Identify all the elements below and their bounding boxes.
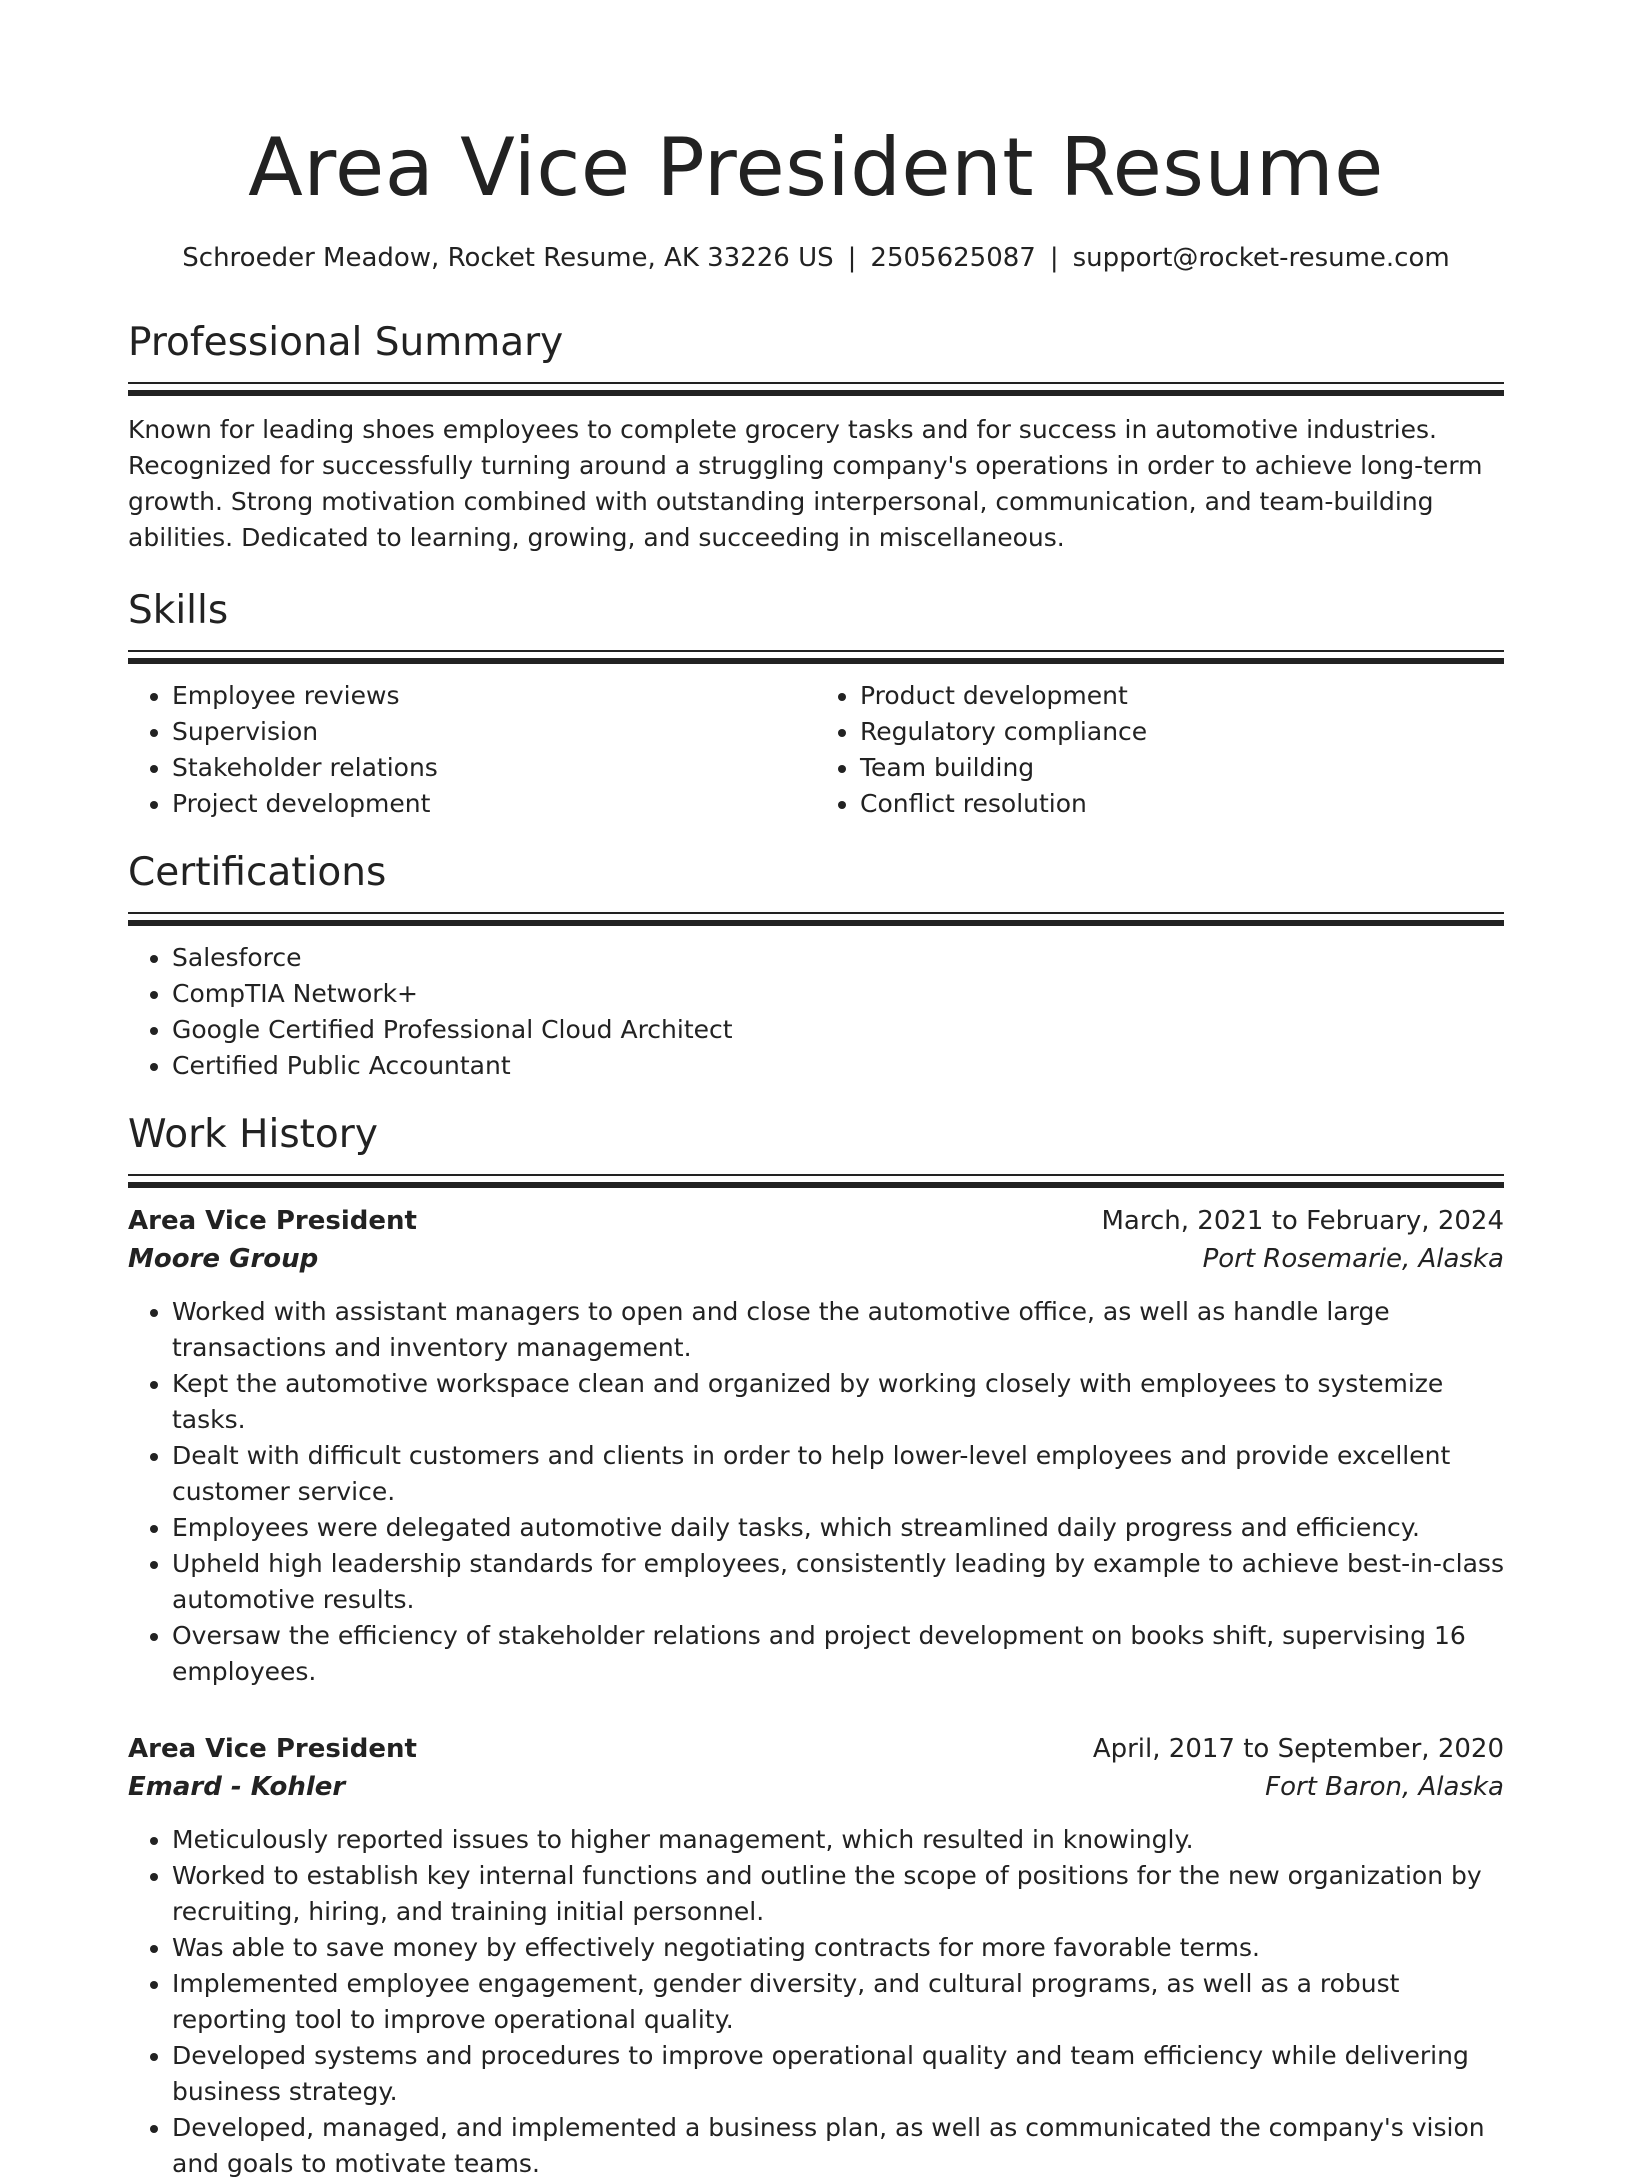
job-bullets [128, 1294, 1504, 1690]
contact-address: Schroeder Meadow, Rocket Resume, AK 33226 US [182, 243, 834, 273]
section-divider [128, 912, 1504, 924]
certifications-list [128, 940, 1504, 1084]
job-header-row [128, 1730, 1504, 1768]
job-subheader-row [128, 1240, 1504, 1278]
skills-grid [128, 662, 1504, 822]
job-location: Fort Baron, Alaska [1265, 1772, 1504, 1802]
job-dates: April, 2017 to September, 2020 [1092, 1734, 1504, 1764]
section-heading-certifications: Certifications [128, 850, 387, 895]
skill-item: • Stakeholder relations [172, 750, 816, 786]
job-bullet: • Upheld high leadership standards for employees, consistently leading by example to achieve best-in-class automotive results. [172, 1546, 1504, 1618]
contact-separator: | [1049, 243, 1059, 273]
section-divider [128, 1174, 1504, 1186]
skill-item: • Product development [860, 678, 1504, 714]
section-divider [128, 650, 1504, 662]
certification-item: • Salesforce [172, 940, 1504, 976]
job-bullet: • Dealt with difficult customers and clients in order to help lower-level employees and provide excellent customer service. [172, 1438, 1504, 1510]
contact-phone: 2505625087 [870, 243, 1036, 273]
skill-item: • Supervision [172, 714, 816, 750]
job-location: Port Rosemarie, Alaska [1202, 1244, 1504, 1274]
summary-section [128, 318, 1504, 556]
job-bullet: • Developed, managed, and implemented a business plan, as well as communicated the company's vision and goals to motivate teams. [172, 2110, 1504, 2182]
section-divider [128, 382, 1504, 394]
skill-item: • Team building [860, 750, 1504, 786]
job-bullet: • Was able to save money by effectively negotiating contracts for more favorable terms. [172, 1930, 1504, 1966]
section-heading-skills: Skills [128, 588, 229, 633]
contact-line [128, 238, 1504, 278]
job-bullet: • Developed systems and procedures to improve operational quality and team efficiency while delivering business strategy. [172, 2038, 1504, 2110]
section-heading-summary: Professional Summary [128, 320, 564, 365]
resume-title: Area Vice President Resume [248, 121, 1384, 214]
job-bullet: • Worked to establish key internal functions and outline the scope of positions for the new organization by recruiting, hiring, and training initial personnel. [172, 1858, 1504, 1930]
job-title: Area Vice President [128, 1734, 417, 1764]
job-entry [128, 1730, 1504, 2182]
skill-item: • Conflict resolution [860, 786, 1504, 822]
skill-item: • Project development [172, 786, 816, 822]
job-bullets [128, 1822, 1504, 2182]
certification-item: • Certified Public Accountant [172, 1048, 1504, 1084]
work-history-section [128, 1110, 1504, 2182]
certification-item: • CompTIA Network+ [172, 976, 1504, 1012]
contact-email: support@rocket-resume.com [1072, 243, 1450, 273]
job-bullet: • Oversaw the efficiency of stakeholder relations and project development on books shift, supervising 16 employees. [172, 1618, 1504, 1690]
job-company: Emard - Kohler [128, 1772, 346, 1802]
skill-item: • Regulatory compliance [860, 714, 1504, 750]
job-subheader-row [128, 1768, 1504, 1806]
skills-list-left [128, 678, 816, 822]
contact-separator: | [847, 243, 857, 273]
job-entry [128, 1202, 1504, 1690]
job-dates: March, 2021 to February, 2024 [1101, 1206, 1504, 1236]
job-title: Area Vice President [128, 1206, 417, 1236]
skill-item: • Employee reviews [172, 678, 816, 714]
job-bullet: • Employees were delegated automotive daily tasks, which streamlined daily progress and efficiency. [172, 1510, 1504, 1546]
job-bullet: • Worked with assistant managers to open and close the automotive office, as well as handle large transactions and inventory management. [172, 1294, 1504, 1366]
skills-list-right [816, 678, 1504, 822]
certifications-section [128, 848, 1504, 1084]
job-bullet: • Meticulously reported issues to higher management, which resulted in knowingly. [172, 1822, 1504, 1858]
job-company: Moore Group [128, 1244, 319, 1274]
section-heading-work-history: Work History [128, 1112, 378, 1157]
summary-text: Known for leading shoes employees to complete grocery tasks and for success in automotive industries. Recognized for successfully turning around a struggling company's operations in order to achieve long-term growth. Strong motivation combined with outstanding interpersonal, communication, and team-building abilities. Dedicated to learning, growing, and succeeding in miscellaneous. [128, 415, 1483, 552]
skills-section [128, 586, 1504, 822]
job-bullet: • Kept the automotive workspace clean and organized by working closely with employees to systemize tasks. [172, 1366, 1504, 1438]
job-header-row [128, 1202, 1504, 1240]
certification-item: • Google Certified Professional Cloud Architect [172, 1012, 1504, 1048]
job-bullet: • Implemented employee engagement, gender diversity, and cultural programs, as well as a robust reporting tool to improve operational quality. [172, 1966, 1504, 2038]
